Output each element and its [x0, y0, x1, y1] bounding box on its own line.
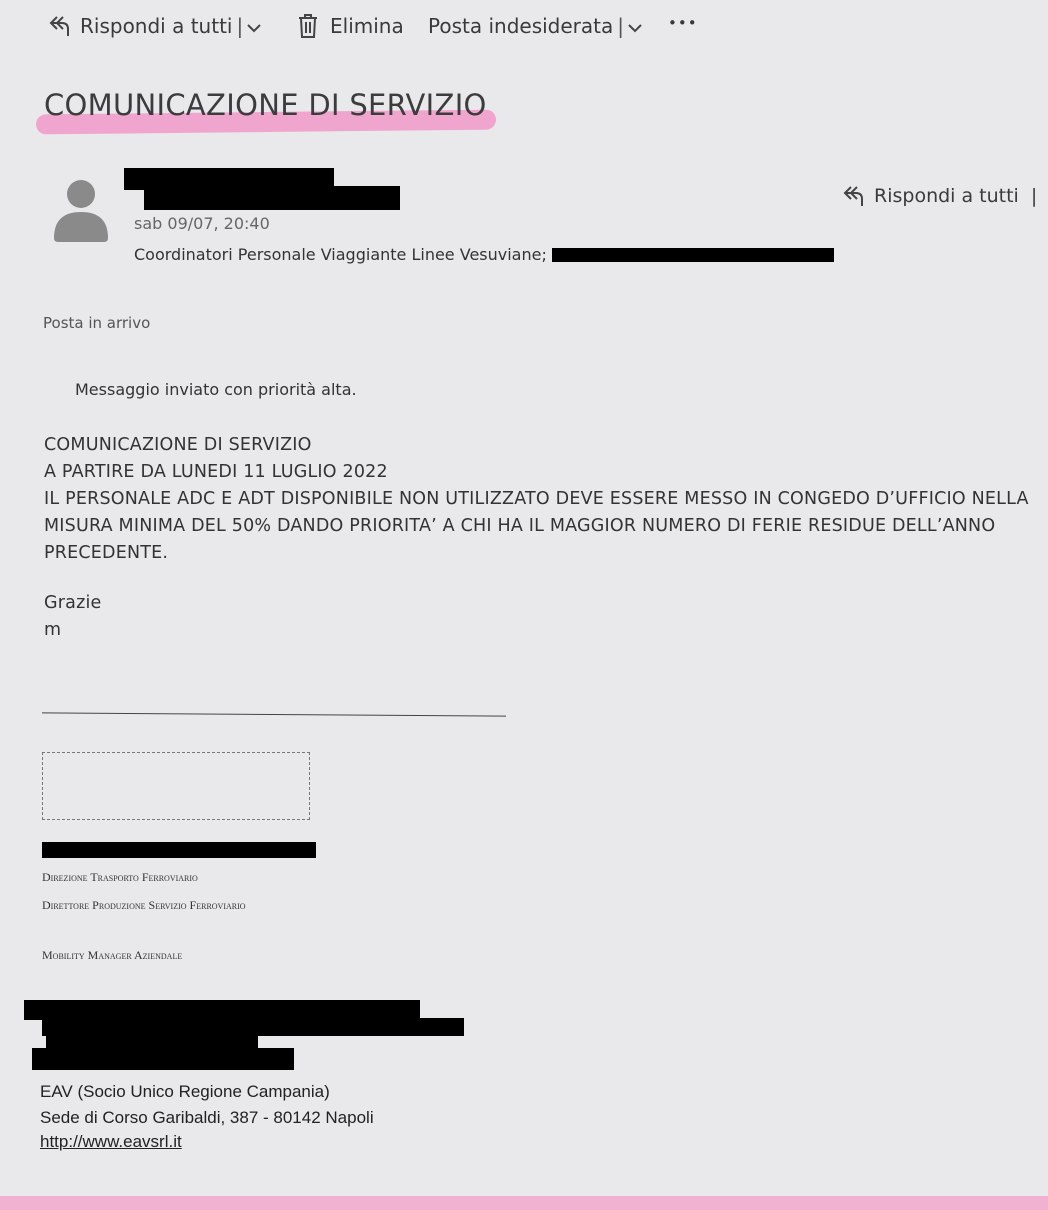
bottom-highlight [0, 1196, 1048, 1210]
reply-all-label: Rispondi a tutti [80, 14, 233, 38]
folder-label: Posta in arrivo [43, 314, 151, 332]
signature-website-link[interactable]: http://www.eavsrl.it [40, 1132, 182, 1151]
redacted-sender-address [144, 186, 400, 210]
body-line: A PARTIRE DA LUNEDI 11 LUGLIO 2022 [44, 462, 388, 482]
trash-icon [298, 14, 318, 38]
body-line: MISURA MINIMA DEL 50% DANDO PRIORITA’ A CHI HA IL MAGGIOR NUMERO DI FERIE RESIDUE DELL’ANNO [44, 516, 996, 536]
signature-role: Direzione Trasporto Ferroviario [42, 870, 198, 884]
email-subject: COMUNICAZIONE DI SERVIZIO [44, 88, 487, 122]
redacted-contact [46, 1036, 258, 1048]
email-recipients: Coordinatori Personale Viaggiante Linee Vesuviane; [134, 245, 547, 264]
email-initial: m [44, 620, 62, 640]
body-line: PRECEDENTE. [44, 543, 169, 563]
signature-image-placeholder [42, 752, 310, 820]
junk-button[interactable] [428, 14, 642, 38]
toolbar-separator: | [617, 14, 624, 38]
signature-company: EAV (Socio Unico Regione Campania) [40, 1082, 330, 1101]
chevron-down-icon[interactable] [628, 14, 642, 38]
signature-role: Direttore Produzione Servizio Ferroviario [42, 898, 246, 912]
signature-address: Sede di Corso Garibaldi, 387 - 80142 Napoli [40, 1108, 374, 1127]
email-date: sab 09/07, 20:40 [134, 214, 270, 233]
junk-label: Posta indesiderata [428, 14, 614, 38]
redacted-contact [32, 1048, 294, 1070]
reply-all-label: Rispondi a tutti [874, 185, 1019, 207]
redacted-recipients [552, 248, 834, 262]
body-line: COMUNICAZIONE DI SERVIZIO [44, 435, 312, 455]
more-icon: ••• [668, 14, 698, 32]
delete-label: Elimina [330, 14, 404, 38]
body-line: IL PERSONALE ADC E ADT DISPONIBILE NON UTILIZZATO DEVE ESSERE MESSO IN CONGEDO D’UFFICIO NELLA [44, 489, 1029, 509]
reply-all-icon [842, 184, 864, 208]
delete-button[interactable] [298, 14, 404, 38]
priority-note: Messaggio inviato con priorità alta. [75, 380, 357, 399]
toolbar-separator: | [1030, 185, 1038, 207]
email-body [44, 432, 1034, 567]
reply-all-button[interactable] [48, 14, 261, 38]
reply-all-icon [48, 14, 70, 38]
signature-role: Mobility Manager Aziendale [42, 948, 183, 962]
avatar [52, 176, 110, 242]
toolbar-separator: | [236, 14, 244, 38]
signature-divider [42, 712, 506, 716]
redacted-contact [42, 1018, 464, 1036]
email-closing: Grazie [44, 593, 102, 613]
redacted-signer-name [42, 842, 316, 858]
chevron-down-icon[interactable] [247, 14, 261, 38]
more-options-button[interactable] [668, 14, 698, 32]
redacted-contact [24, 1000, 420, 1020]
reply-all-header-button[interactable] [842, 184, 1037, 208]
